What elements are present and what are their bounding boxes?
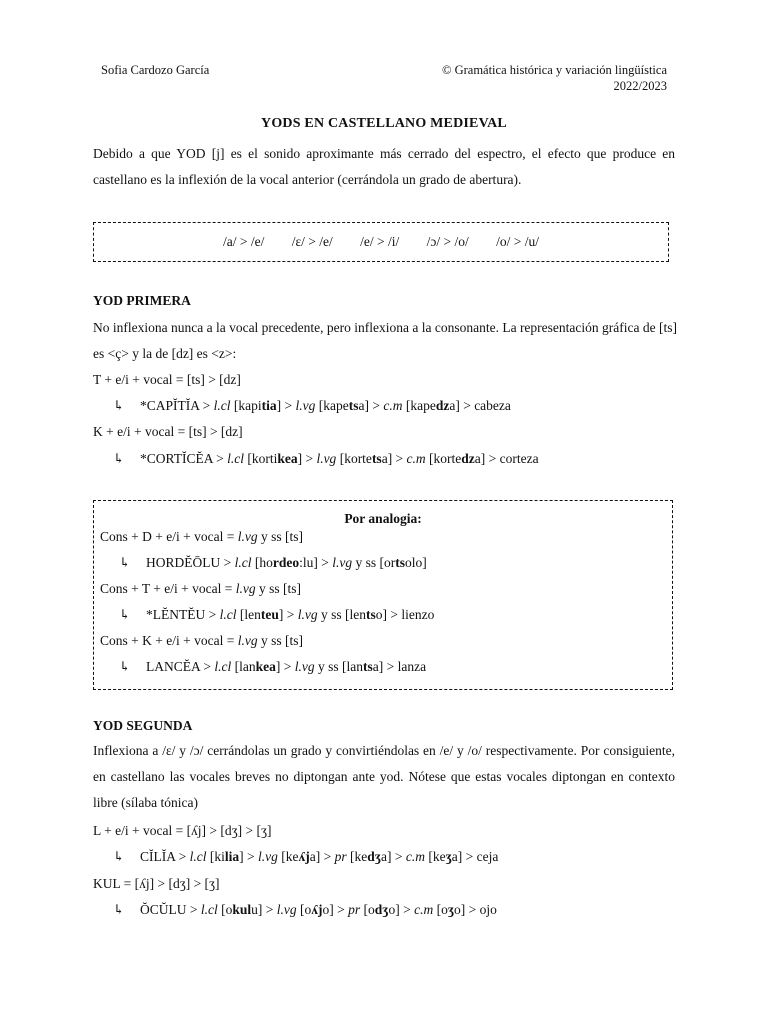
yod1-example-cabeza: ↳ *CAPĬTĬA > l.cl [kapitia] > l.vg [kapetsa] > c.m [kapedza] > cabeza — [113, 398, 511, 413]
yod1-rule-t: T + e/i + vocal = [ts] > [dz] — [93, 372, 241, 387]
yod2-example-ojo: ↳ ŎCŬLU > l.cl [okulu] > l.vg [oʎjo] > pr [odʒo] > c.m [oʒo] > ojo — [113, 902, 497, 917]
yod1-rule-k: K + e/i + vocal = [ts] > [dz] — [93, 424, 243, 439]
yod1-description-line1: No inflexiona nunca a la vocal precedente, pero inflexiona a la consonante. La representación gráfica de [ts] — [93, 320, 677, 335]
section-heading-yod-segunda: YOD SEGUNDA — [93, 718, 193, 733]
header-author: Sofia Cardozo García — [101, 63, 210, 77]
yod2-rule-kul: KUL = [ʎj] > [dʒ] > [ʒ] — [93, 876, 220, 891]
yod2-rule-l: L + e/i + vocal = [ʎj] > [dʒ] > [ʒ] — [93, 823, 272, 838]
header-course — [442, 62, 667, 94]
yod1-example-corteza: ↳ *CORTĬCĔA > l.cl [kortikea] > l.vg [kortetsa] > c.m [kortedza] > corteza — [113, 451, 539, 466]
arrow-icon: ↳ — [119, 555, 131, 570]
vowel-change: /ɛ/ > /e/ — [291, 234, 333, 249]
arrow-icon: ↳ — [113, 849, 125, 864]
header-course-name: © Gramática histórica y variación lingüística — [441, 63, 667, 77]
arrow-icon: ↳ — [119, 659, 131, 674]
arrow-icon: ↳ — [113, 451, 125, 466]
section-heading-yod-primera: YOD PRIMERA — [93, 293, 191, 308]
analogy-rule-d: Cons + D + e/i + vocal = l.vg y ss [ts] — [100, 529, 303, 544]
yod1-description-line2: es <ç> y la de [dz] es <z>: — [93, 346, 237, 361]
vowel-change: /ɔ/ > /o/ — [426, 234, 469, 249]
vowel-change: /a/ > /e/ — [223, 234, 265, 249]
intro-paragraph: Debido a que YOD [j] es el sonido aproximante más cerrado del espectro, el efecto que produce en castellano es la inflexión de la vocal anterior (cerrándola un grado de abertura). — [93, 146, 675, 187]
vowel-change: /o/ > /u/ — [496, 234, 539, 249]
vowel-change-list — [94, 234, 668, 250]
yod2-example-ceja: ↳ CĬLĬA > l.cl [kilia] > l.vg [keʎja] > pr [kedʒa] > c.m [keʒa] > ceja — [113, 849, 499, 864]
arrow-icon: ↳ — [113, 902, 125, 917]
arrow-icon: ↳ — [119, 607, 131, 622]
analogy-title: Por analogia: — [344, 511, 422, 526]
analogy-rule-t: Cons + T + e/i + vocal = l.vg y ss [ts] — [100, 581, 301, 596]
analogy-example-lienzo: ↳ *LĔNTĔU > l.cl [lenteu] > l.vg y ss [lentso] > lienzo — [119, 607, 435, 622]
analogy-example-hordeolu: ↳ HORDĔŌLU > l.cl [hordeo:lu] > l.vg y ss [ortsolo] — [119, 555, 427, 570]
analogy-example-lanza: ↳ LANCĔA > l.cl [lankea] > l.vg y ss [lantsa] > lanza — [119, 659, 427, 674]
analogy-rule-k: Cons + K + e/i + vocal = l.vg y ss [ts] — [100, 633, 303, 648]
vowel-change-box — [93, 222, 669, 262]
analogy-box — [93, 500, 673, 690]
vowel-change: /e/ > /i/ — [360, 234, 400, 249]
yod2-description: Inflexiona a /ɛ/ y /ɔ/ cerrándolas un grado y convirtiéndolas en /e/ y /o/ respectivamente. Por consiguiente, en castellano las vocales breves no diptongan ante yod. Nótese que estas vocales diptongan en contexto libre (sílaba tónica) — [93, 743, 675, 810]
header-year: 2022/2023 — [613, 79, 667, 93]
arrow-icon: ↳ — [113, 398, 125, 413]
page-title: YODS EN CASTELLANO MEDIEVAL — [261, 116, 507, 131]
